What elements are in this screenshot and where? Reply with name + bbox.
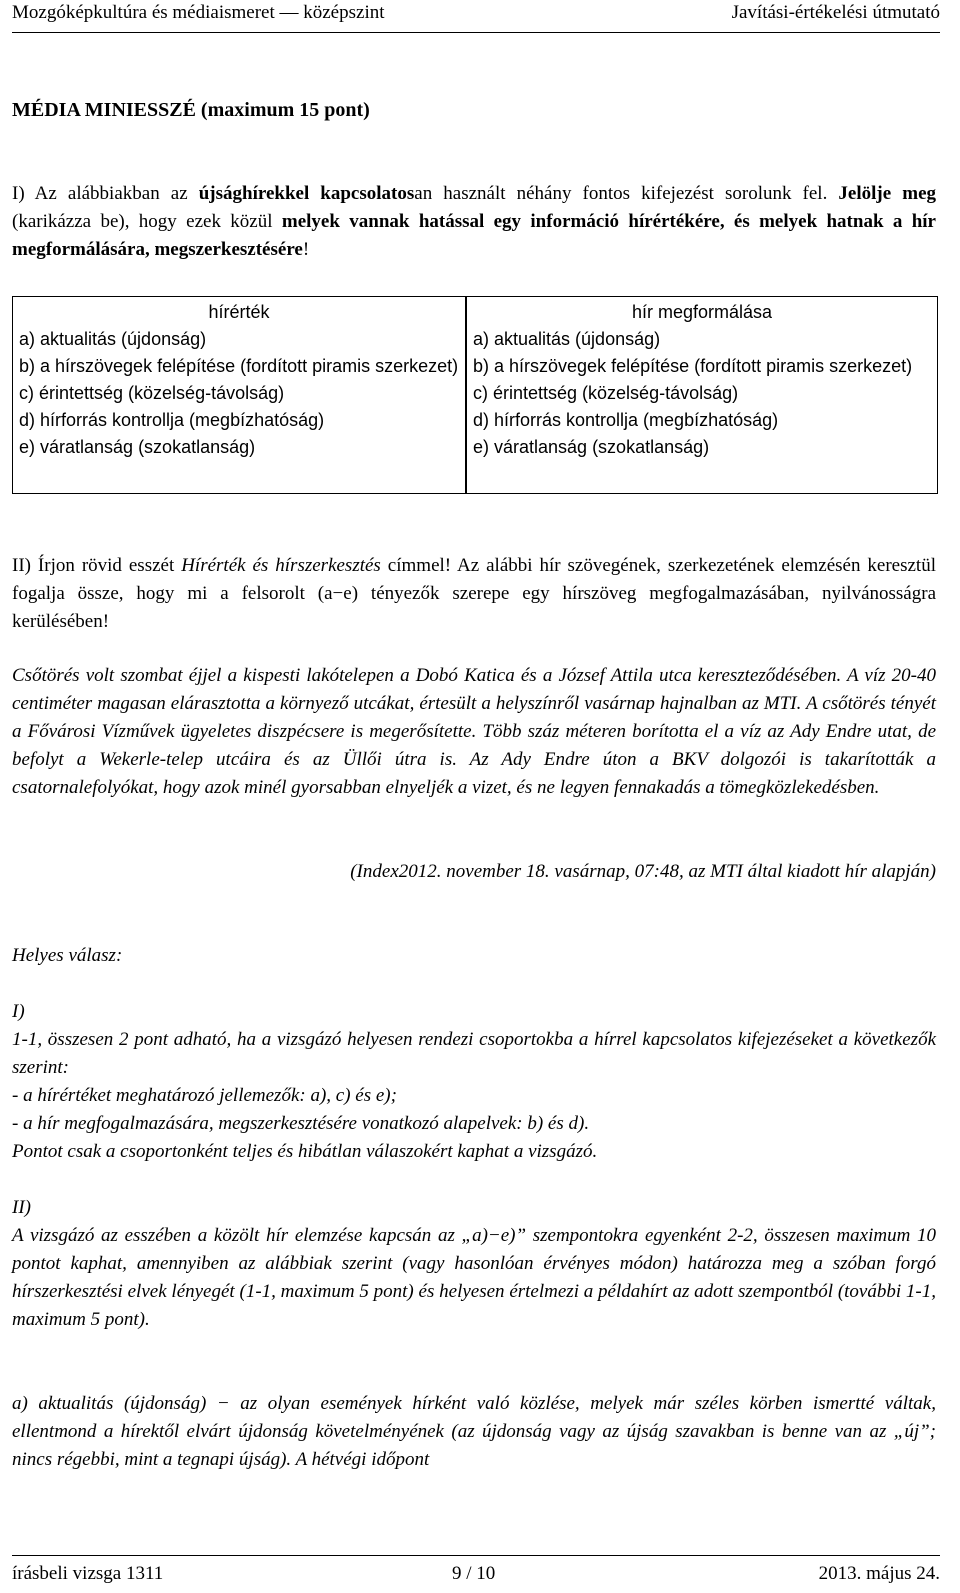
table-item[interactable]: a) aktualitás (újdonság)	[19, 329, 207, 349]
answer-criterion-a: a) aktualitás (újdonság) − az olyan események hírként való közlése, melyek már széles körben ismertté váltak, ellentmond a hírektől elvárt újdonság követelményének (az újdonság vagy az újság szavakban is benne van az „új”; nincs régebbi, mint a tegnapi újság). A hétvégi időpont	[12, 1393, 936, 1470]
answer-part-ii-text: A vizsgázó az esszében a közölt hír elemzése kapcsán az „a)−e)” szempontokra egyenként 2-2, összesen maximum 10 pontot kaphat, amennyiben az alábbiak szerint (vagy hasonlóan érvényes módon) határozza meg a szóban forgó hírszerkesztési elvek lényegét (1-1, maximum 5 pont) és helyesen értelmezi a példahírt az adott szempontból (további 1-1, maximum 5 pont).	[12, 1225, 936, 1330]
table-item[interactable]: b) a hírszövegek felépítése (fordított piramis szerkezet)	[19, 356, 459, 376]
task1-text-1: I) Az alábbiakban az	[12, 183, 199, 204]
classification-table	[12, 296, 938, 494]
table-item[interactable]: c) érintettség (közelség-távolság)	[473, 383, 739, 403]
table-column-megformalas	[466, 296, 938, 494]
answer-part-i-line2: - a hír megfogalmazására, megszerkesztésére vonatkozó alapelvek: b) és d).	[12, 1113, 590, 1134]
news-source: (Index2012. november 18. vasárnap, 07:48, az MTI által kiadott hír alapján)	[350, 861, 936, 882]
header-right: Javítási-értékelési útmutató	[731, 2, 940, 23]
answer-part-i-label: I)	[12, 1001, 25, 1022]
task1-paragraph	[12, 180, 936, 264]
table-item[interactable]: b) a hírszövegek felépítése (fordított piramis szerkezet)	[473, 356, 913, 376]
table-item[interactable]: e) váratlanság (szokatlanság)	[473, 437, 710, 457]
footer-rule	[12, 1555, 940, 1556]
table-item[interactable]: d) hírforrás kontrollja (megbízhatóság)	[19, 410, 325, 430]
footer-date: 2013. május 24.	[818, 1563, 940, 1584]
table-column-hirertek	[12, 296, 466, 494]
task1-text-3: (karikázza be), hogy ezek közül	[12, 211, 282, 232]
task2-text-2: címmel! Az alábbi hír szövegének, szerkezetének elemzésén keresztül fogalja össze, hogy mi a felsorolt (a−e) tényezők szerepe egy hírszöveg megfogalmazásában, nyilvánosságra kerülésében!	[12, 555, 936, 632]
table-item[interactable]: c) érintettség (közelség-távolság)	[19, 383, 285, 403]
answer-part-i-line3: Pontot csak a csoportonként teljes és hibátlan válaszokért kaphat a vizsgázó.	[12, 1141, 598, 1162]
answer-part-i-text: 1-1, összesen 2 pont adható, ha a vizsgázó helyesen rendezi csoportokba a hírrel kapcsolatos kifejezéseket a következők szerint:	[12, 1029, 936, 1078]
task2-paragraph	[12, 552, 936, 636]
task1-text-2: an használt néhány fontos kifejezést sorolunk fel.	[414, 183, 839, 204]
header-left: Mozgóképkultúra és médiaismeret — középszint	[12, 2, 385, 23]
table-item[interactable]: d) hírforrás kontrollja (megbízhatóság)	[473, 410, 779, 430]
table-item[interactable]: e) váratlanság (szokatlanság)	[19, 437, 256, 457]
page-footer	[12, 1555, 940, 1589]
page-header	[0, 0, 960, 32]
task1-text-4: !	[302, 239, 310, 260]
task2-text-1: II) Írjon rövid esszét	[12, 555, 182, 576]
answer-part-i-line1: - a hírértéket meghatározó jellemezők: a), c) és e);	[12, 1085, 397, 1106]
table-item[interactable]: a) aktualitás (újdonság)	[473, 329, 661, 349]
answer-part-ii-label: II)	[12, 1197, 31, 1218]
answer-heading: Helyes válasz:	[12, 945, 123, 966]
table-head-megformalas: hír megformálása	[631, 302, 773, 322]
task1-bold-2: Jelölje meg	[838, 183, 937, 204]
header-rule	[12, 32, 940, 33]
task1-bold-1: újsághírekkel kapcsolatos	[198, 183, 415, 204]
footer-page-number: 9 / 10	[452, 1563, 496, 1584]
task1-bold-3: melyek vannak hatással egy információ hírértékére, és melyek hatnak a hír megformálására, megszerkesztésére	[12, 211, 936, 260]
footer-exam-id: írásbeli vizsga 1311	[12, 1563, 164, 1584]
table-head-hirertek: hírérték	[208, 302, 270, 322]
task2-essay-title: Hírérték és hírszerkesztés	[181, 555, 381, 576]
section-title: MÉDIA MINIESSZÉ (maximum 15 pont)	[12, 99, 370, 121]
news-article: Csőtörés volt szombat éjjel a kispesti lakótelepen a Dobó Katica és a József Attila utca kereszteződésében. A víz 20-40 centiméter magasan elárasztotta a környező utcákat, értesült a helyszínről vasárnap hajnalban az MTI. A csőtörés tényét a Fővárosi Vízművek ügyeletes diszpécsere is megerősítette. Több száz méteren borította el a víz az Ady Endre utat, de befolyt a Wekerle-telep utcáira és az Üllői útra is. Az Ady Endre úton a BKV dolgozói is takarították a csatornalefolyókat, hogy azok minél gyorsabban elnyeljék a vizet, és ne legyen fennakadás a tömegközlekedésben.	[12, 665, 936, 798]
